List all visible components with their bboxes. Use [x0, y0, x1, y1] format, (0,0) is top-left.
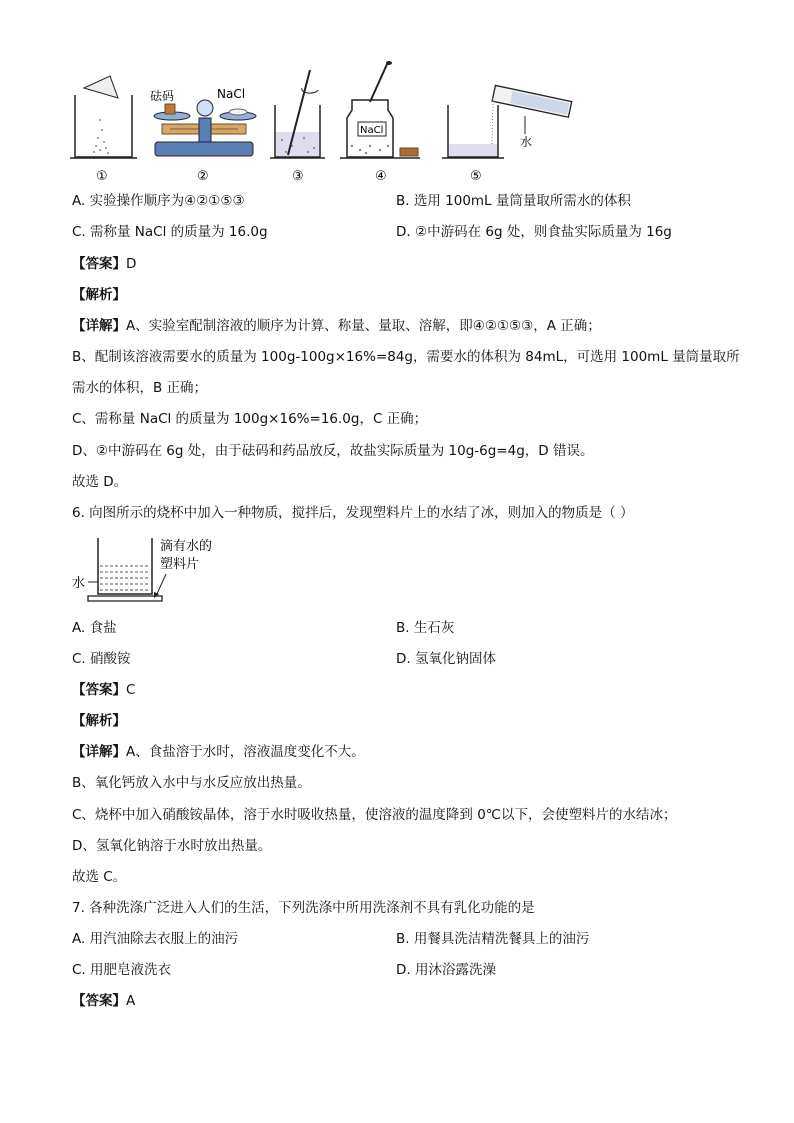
answer-tag: 【答案】 — [72, 993, 126, 1009]
q6-answer: C — [126, 682, 136, 698]
beaker-plastic-sheet-figure — [70, 532, 260, 612]
q7-stem: 7. 各种洗涤广泛进入人们的生活，下列洗涤中所用洗涤剂不具有乳化功能的是 — [72, 900, 535, 916]
q7-option-a: A. 用汽油除去衣服上的油污 — [72, 931, 239, 947]
fig-sheet-label-2: 塑料片 — [160, 557, 200, 572]
q5-option-c: C. 需称量 NaCl 的质量为 16.0g — [72, 224, 268, 240]
step-number-1: ① — [96, 169, 108, 184]
step2-balance-icon — [150, 87, 256, 156]
step1-beaker-icon — [70, 76, 137, 158]
nacl-label: NaCl — [217, 87, 246, 101]
q5-option-b: B. 选用 100mL 量筒量取所需水的体积 — [396, 193, 631, 209]
q6-analysis-tag: 【解析】 — [72, 713, 126, 729]
q5-option-a: A. 实验操作顺序为④②①⑤③ — [72, 193, 245, 209]
q5-answer: D — [126, 256, 137, 272]
q5-option-d: D. ②中游码在 6g 处，则食盐实际质量为 16g — [396, 224, 672, 240]
step-number-3: ③ — [292, 169, 304, 184]
weights-label: 砝码 — [150, 89, 175, 103]
q6-detail-1-text: A、食盐溶于水时，溶液温度变化不大。 — [126, 744, 365, 760]
step4-reagent-bottle-icon — [340, 61, 420, 158]
q7-option-b: B. 用餐具洗洁精洗餐具上的油污 — [396, 931, 590, 947]
q6-answer-line — [72, 681, 135, 699]
q6-option-b: B. 生石灰 — [396, 620, 455, 636]
q6-stem: 6. 向图所示的烧杯中加入一种物质，搅拌后，发现塑料片上的水结了冰，则加入的物质是（ ） — [72, 505, 634, 521]
q5-detail-3: C、需称量 NaCl 的质量为 100g×16%=16.0g，C 正确； — [72, 411, 428, 427]
q6-detail-1 — [72, 743, 365, 761]
q6-detail-2: B、氧化钙放入水中与水反应放出热量。 — [72, 775, 311, 791]
step-number-4: ④ — [375, 169, 387, 184]
detail-tag: 【详解】 — [72, 744, 126, 760]
step3-stirring-icon — [270, 70, 325, 158]
q5-answer-line — [72, 255, 136, 273]
step-number-5: ⑤ — [470, 169, 482, 184]
q5-detail-4: D、②中游码在 6g 处，由于砝码和药品放反，故盐实际质量为 10g-6g=4g，D 错误。 — [72, 443, 594, 459]
answer-tag: 【答案】 — [72, 256, 126, 272]
q5-analysis-tag: 【解析】 — [72, 287, 126, 303]
q7-answer-line — [72, 992, 135, 1010]
detail-tag: 【详解】 — [72, 318, 126, 334]
q5-conclusion: 故选 D。 — [72, 474, 128, 490]
solution-preparation-figure — [70, 60, 590, 190]
q5-detail-1 — [72, 317, 601, 335]
q7-option-c: C. 用肥皂液洗衣 — [72, 962, 172, 978]
fig-sheet-label-1: 滴有水的 — [160, 539, 213, 554]
q7-answer: A — [126, 993, 136, 1009]
q6-option-c: C. 硝酸铵 — [72, 651, 131, 667]
bottle-label: NaCl — [360, 125, 384, 136]
q6-conclusion: 故选 C。 — [72, 869, 127, 885]
q6-detail-3: C、烧杯中加入硝酸铵晶体，溶于水时吸收热量，使溶液的温度降到 0℃以下，会使塑料片的水结冰； — [72, 807, 677, 823]
q6-option-a: A. 食盐 — [72, 620, 117, 636]
q5-detail-1-text: A、实验室配制溶液的顺序为计算、称量、量取、溶解，即④②①⑤③，A 正确； — [126, 318, 601, 334]
q5-detail-2b: 需水的体积，B 正确； — [72, 380, 208, 396]
fig-water-label: 水 — [72, 576, 86, 591]
q6-detail-4: D、氢氧化钠溶于水时放出热量。 — [72, 838, 272, 854]
q6-option-d: D. 氢氧化钠固体 — [396, 651, 496, 667]
q7-option-d: D. 用沐浴露洗澡 — [396, 962, 496, 978]
step-number-2: ② — [197, 169, 209, 184]
water-label: 水 — [520, 135, 533, 149]
step5-pouring-water-icon — [442, 85, 572, 158]
answer-tag: 【答案】 — [72, 682, 126, 698]
q5-detail-2a: B、配制该溶液需要水的质量为 100g-100g×16%=84g，需要水的体积为 84mL，可选用 100mL 量筒量取所 — [72, 349, 740, 365]
